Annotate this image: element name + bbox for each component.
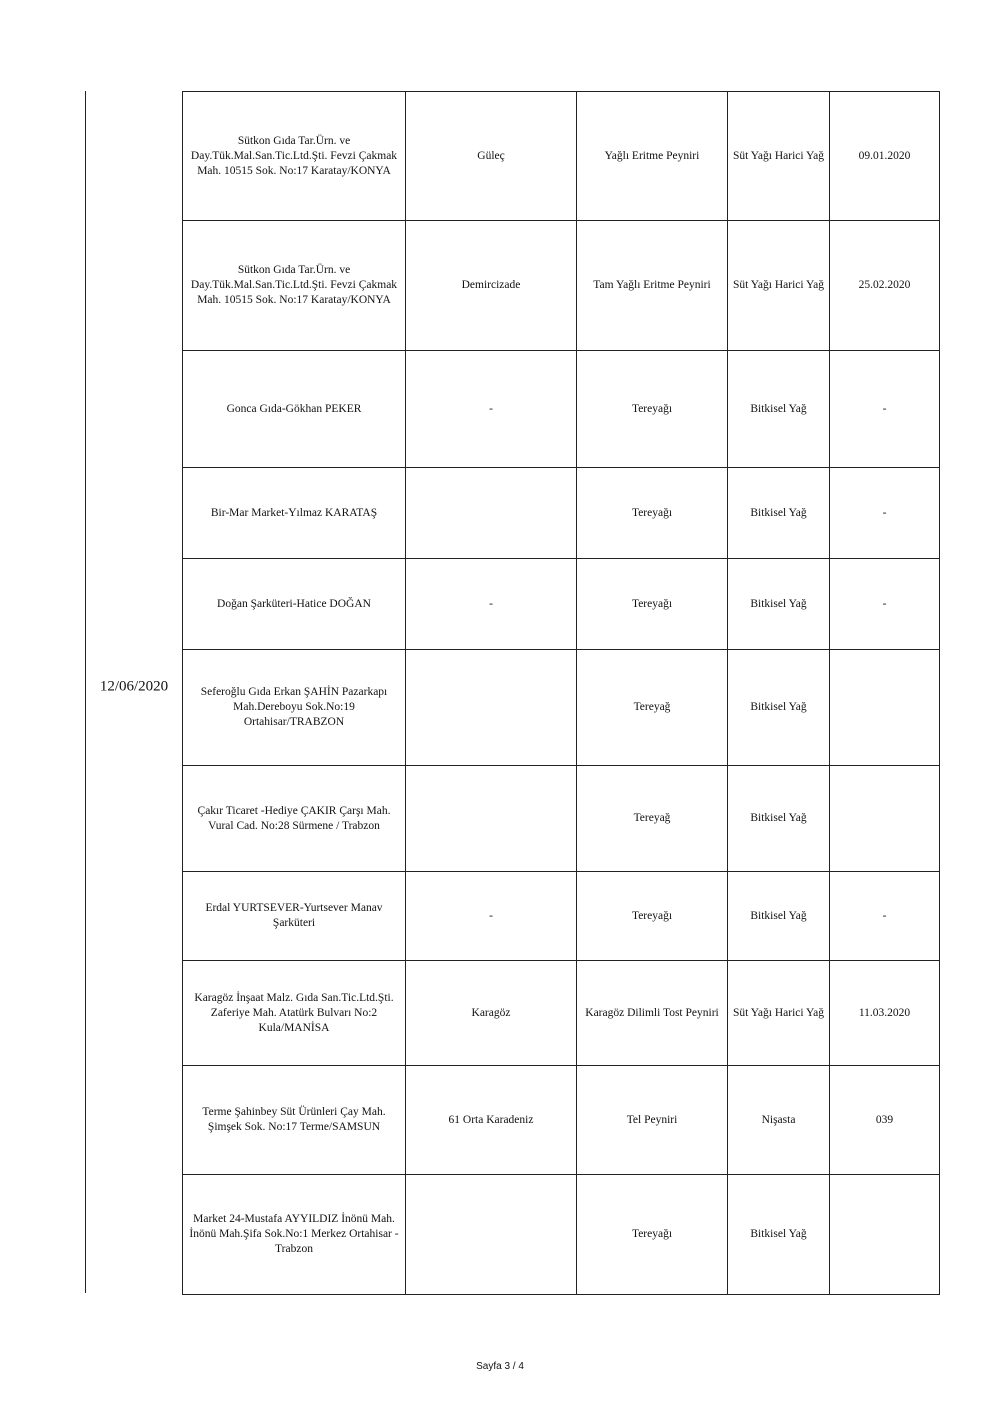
adulteration-cell: Bitkisel Yağ [728, 559, 830, 650]
product-cell: Yağlı Eritme Peyniri [577, 92, 728, 221]
batch-cell: - [830, 872, 940, 961]
table-row [183, 351, 940, 468]
brand-cell: Karagöz [406, 961, 577, 1066]
company-cell: Bir-Mar Market-Yılmaz KARATAŞ [183, 468, 406, 559]
brand-cell [406, 1175, 577, 1295]
page-number: Sayfa 3 / 4 [476, 1361, 524, 1372]
brand-cell: 61 Orta Karadeniz [406, 1066, 577, 1175]
table-row [183, 92, 940, 221]
product-cell: Tereyağ [577, 766, 728, 872]
table-row [183, 468, 940, 559]
adulteration-cell: Süt Yağı Harici Yağ [728, 92, 830, 221]
adulteration-cell: Bitkisel Yağ [728, 650, 830, 766]
company-cell: Seferoğlu Gıda Erkan ŞAHİN Pazarkapı Mah.Dereboyu Sok.No:19 Ortahisar/TRABZON [183, 650, 406, 766]
table-row [183, 872, 940, 961]
adulteration-cell: Bitkisel Yağ [728, 766, 830, 872]
table-row [183, 650, 940, 766]
brand-cell: - [406, 559, 577, 650]
table-row [183, 1175, 940, 1295]
product-cell: Tereyağı [577, 351, 728, 468]
brand-cell: Güleç [406, 92, 577, 221]
batch-cell: 039 [830, 1066, 940, 1175]
brand-cell [406, 650, 577, 766]
product-cell: Tereyağı [577, 468, 728, 559]
batch-cell: 09.01.2020 [830, 92, 940, 221]
records-table [182, 91, 940, 1295]
table-row [183, 221, 940, 351]
batch-cell: 11.03.2020 [830, 961, 940, 1066]
batch-cell: - [830, 351, 940, 468]
product-cell: Tereyağı [577, 1175, 728, 1295]
adulteration-cell: Süt Yağı Harici Yağ [728, 221, 830, 351]
company-cell: Doğan Şarküteri-Hatice DOĞAN [183, 559, 406, 650]
product-cell: Tereyağı [577, 559, 728, 650]
batch-cell: 25.02.2020 [830, 221, 940, 351]
company-cell: Çakır Ticaret -Hediye ÇAKIR Çarşı Mah. Vural Cad. No:28 Sürmene / Trabzon [183, 766, 406, 872]
table-row [183, 559, 940, 650]
product-cell: Tereyağı [577, 872, 728, 961]
company-cell: Sütkon Gıda Tar.Ürn. ve Day.Tük.Mal.San.Tic.Ltd.Şti. Fevzi Çakmak Mah. 10515 Sok. No:17 Karatay/KONYA [183, 221, 406, 351]
adulteration-cell: Bitkisel Yağ [728, 468, 830, 559]
batch-cell: - [830, 468, 940, 559]
product-cell: Tereyağ [577, 650, 728, 766]
brand-cell: Demircizade [406, 221, 577, 351]
table-row [183, 766, 940, 872]
product-cell: Tel Peyniri [577, 1066, 728, 1175]
brand-cell: - [406, 351, 577, 468]
adulteration-cell: Süt Yağı Harici Yağ [728, 961, 830, 1066]
brand-cell [406, 766, 577, 872]
company-cell: Sütkon Gıda Tar.Ürn. ve Day.Tük.Mal.San.Tic.Ltd.Şti. Fevzi Çakmak Mah. 10515 Sok. No:17 Karatay/KONYA [183, 92, 406, 221]
company-cell: Market 24-Mustafa AYYILDIZ İnönü Mah. İnönü Mah.Şifa Sok.No:1 Merkez Ortahisar - Trabzon [183, 1175, 406, 1295]
date-cell: 12/06/2020 [99, 678, 169, 695]
adulteration-cell: Bitkisel Yağ [728, 351, 830, 468]
batch-cell [830, 1175, 940, 1295]
brand-cell: - [406, 872, 577, 961]
adulteration-cell: Bitkisel Yağ [728, 872, 830, 961]
batch-cell [830, 766, 940, 872]
date-column [86, 91, 182, 1293]
table-row [183, 961, 940, 1066]
batch-cell [830, 650, 940, 766]
batch-cell: - [830, 559, 940, 650]
product-cell: Tam Yağlı Eritme Peyniri [577, 221, 728, 351]
company-cell: Karagöz İnşaat Malz. Gıda San.Tic.Ltd.Şti. Zaferiye Mah. Atatürk Bulvarı No:2 Kula/MANİSA [183, 961, 406, 1066]
brand-cell [406, 468, 577, 559]
company-cell: Gonca Gıda-Gökhan PEKER [183, 351, 406, 468]
company-cell: Erdal YURTSEVER-Yurtsever Manav Şarküteri [183, 872, 406, 961]
product-cell: Karagöz Dilimli Tost Peyniri [577, 961, 728, 1066]
adulteration-cell: Bitkisel Yağ [728, 1175, 830, 1295]
company-cell: Terme Şahinbey Süt Ürünleri Çay Mah. Şimşek Sok. No:17 Terme/SAMSUN [183, 1066, 406, 1175]
adulteration-cell: Nişasta [728, 1066, 830, 1175]
table-row [183, 1066, 940, 1175]
